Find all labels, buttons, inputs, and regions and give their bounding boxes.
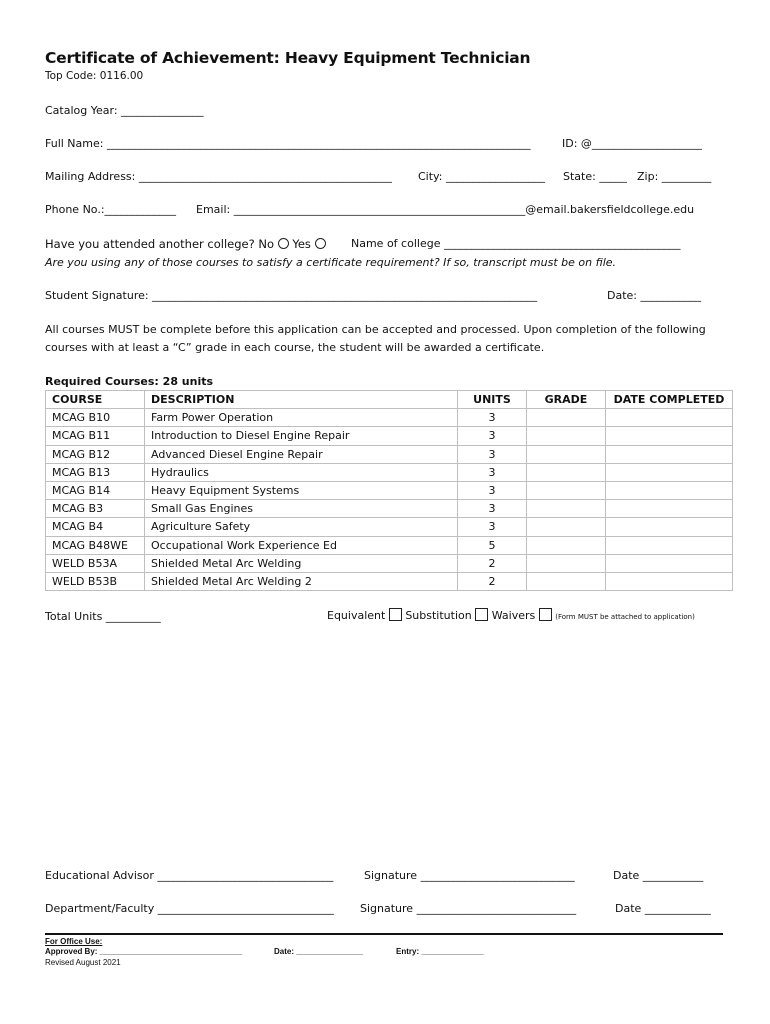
no-radio[interactable] [278, 238, 289, 249]
grade-cell[interactable] [527, 427, 606, 445]
grade-cell[interactable] [527, 445, 606, 463]
page-title: Certificate of Achievement: Heavy Equipment Technician [45, 49, 531, 67]
grade-cell[interactable] [527, 536, 606, 554]
course-units: 3 [458, 427, 527, 445]
header-description: DESCRIPTION [145, 391, 458, 409]
course-code: MCAG B10 [46, 409, 145, 427]
faculty-date-field[interactable]: Date ____________ [615, 902, 711, 915]
approved-by-field[interactable]: Approved By: ________________________________ [45, 947, 243, 956]
city-field[interactable]: City: __________________ [418, 170, 545, 183]
no-label: No [258, 237, 275, 251]
student-signature-field[interactable]: Student Signature: ______________________________________________________________________ [45, 289, 538, 302]
course-units: 3 [458, 518, 527, 536]
options-row [327, 608, 695, 622]
revised-date: Revised August 2021 [45, 958, 121, 967]
yes-label: Yes [292, 237, 311, 251]
course-description: Introduction to Diesel Engine Repair [145, 427, 458, 445]
faculty-field[interactable]: Department/Faculty ________________________________ [45, 902, 334, 915]
required-courses-heading: Required Courses: 28 units [45, 375, 214, 388]
office-divider [45, 933, 723, 935]
date-completed-cell[interactable] [606, 427, 733, 445]
course-units: 2 [458, 573, 527, 591]
course-description: Shielded Metal Arc Welding [145, 554, 458, 572]
course-description: Occupational Work Experience Ed [145, 536, 458, 554]
email-field[interactable]: Email: _____________________________________________________@email.bakersfieldcollege.edu [196, 203, 695, 216]
course-table [45, 390, 733, 591]
date-completed-cell[interactable] [606, 463, 733, 481]
top-code: Top Code: 0116.00 [45, 70, 144, 82]
transfer-courses-question: Are you using any of those courses to satisfy a certificate requirement? If so, transcript must be on file. [45, 256, 617, 269]
table-row [46, 518, 733, 536]
course-description: Hydraulics [145, 463, 458, 481]
course-units: 3 [458, 409, 527, 427]
date-completed-cell[interactable] [606, 536, 733, 554]
course-description: Heavy Equipment Systems [145, 482, 458, 500]
notice-line-2: courses with at least a “C” grade in each course, the student will be awarded a certificate. [45, 341, 545, 354]
table-row [46, 445, 733, 463]
table-row [46, 500, 733, 518]
course-code: MCAG B14 [46, 482, 145, 500]
course-units: 3 [458, 482, 527, 500]
course-units: 3 [458, 445, 527, 463]
date-completed-cell[interactable] [606, 554, 733, 572]
course-units: 3 [458, 463, 527, 481]
college-name-field[interactable]: Name of college ___________________________________________ [351, 237, 681, 250]
notice-line-1: All courses MUST be complete before this application can be accepted and processed. Upon completion of the following [45, 323, 706, 336]
waiver-note: (Form MUST be attached to application) [555, 613, 695, 621]
full-name-field[interactable]: Full Name: _____________________________________________________________________________ [45, 137, 531, 150]
table-row [46, 463, 733, 481]
course-code: MCAG B4 [46, 518, 145, 536]
course-code: MCAG B11 [46, 427, 145, 445]
course-description: Farm Power Operation [145, 409, 458, 427]
course-description: Small Gas Engines [145, 500, 458, 518]
catalog-year-field[interactable]: Catalog Year: _______________ [45, 104, 204, 117]
faculty-signature-field[interactable]: Signature _____________________________ [360, 902, 577, 915]
grade-cell[interactable] [527, 500, 606, 518]
grade-cell[interactable] [527, 482, 606, 500]
advisor-date-field[interactable]: Date ___________ [613, 869, 704, 882]
date-completed-cell[interactable] [606, 518, 733, 536]
course-units: 5 [458, 536, 527, 554]
substitution-checkbox[interactable] [475, 608, 488, 621]
grade-cell[interactable] [527, 554, 606, 572]
student-id-field[interactable]: ID: @____________________ [562, 137, 702, 150]
signature-date-field[interactable]: Date: ___________ [607, 289, 701, 302]
advisor-signature-field[interactable]: Signature ____________________________ [364, 869, 575, 882]
table-row [46, 482, 733, 500]
date-completed-cell[interactable] [606, 573, 733, 591]
course-code: MCAG B12 [46, 445, 145, 463]
mailing-address-field[interactable]: Mailing Address: ______________________________________________ [45, 170, 392, 183]
course-units: 3 [458, 500, 527, 518]
header-course: COURSE [46, 391, 145, 409]
attended-question: Have you attended another college? [45, 237, 255, 251]
table-row [46, 427, 733, 445]
yes-radio[interactable] [315, 238, 326, 249]
header-date-completed: DATE COMPLETED [606, 391, 733, 409]
date-completed-cell[interactable] [606, 500, 733, 518]
substitution-label: Substitution [405, 609, 472, 622]
course-description: Agriculture Safety [145, 518, 458, 536]
equivalent-checkbox[interactable] [389, 608, 402, 621]
attended-college-row [45, 237, 326, 251]
table-row [46, 554, 733, 572]
date-completed-cell[interactable] [606, 482, 733, 500]
table-row [46, 536, 733, 554]
grade-cell[interactable] [527, 573, 606, 591]
grade-cell[interactable] [527, 518, 606, 536]
course-code: MCAG B13 [46, 463, 145, 481]
office-use-heading: For Office Use: [45, 937, 103, 946]
date-completed-cell[interactable] [606, 445, 733, 463]
total-units-field[interactable]: Total Units __________ [45, 610, 161, 623]
grade-cell[interactable] [527, 409, 606, 427]
office-date-field[interactable]: Date: _______________ [274, 947, 363, 956]
state-field[interactable]: State: _____ [563, 170, 627, 183]
advisor-field[interactable]: Educational Advisor ________________________________ [45, 869, 334, 882]
course-code: MCAG B3 [46, 500, 145, 518]
course-description: Advanced Diesel Engine Repair [145, 445, 458, 463]
phone-field[interactable]: Phone No.:_____________ [45, 203, 177, 216]
course-code: MCAG B48WE [46, 536, 145, 554]
table-row [46, 573, 733, 591]
course-code: WELD B53A [46, 554, 145, 572]
header-grade: GRADE [527, 391, 606, 409]
table-header-row [46, 391, 733, 409]
header-units: UNITS [458, 391, 527, 409]
date-completed-cell[interactable] [606, 409, 733, 427]
course-units: 2 [458, 554, 527, 572]
course-code: WELD B53B [46, 573, 145, 591]
equivalent-label: Equivalent [327, 609, 386, 622]
table-row [46, 409, 733, 427]
course-description: Shielded Metal Arc Welding 2 [145, 573, 458, 591]
waivers-checkbox[interactable] [539, 608, 552, 621]
grade-cell[interactable] [527, 463, 606, 481]
office-entry-field[interactable]: Entry: ______________ [396, 947, 484, 956]
zip-field[interactable]: Zip: _________ [637, 170, 712, 183]
waivers-label: Waivers [491, 609, 536, 622]
